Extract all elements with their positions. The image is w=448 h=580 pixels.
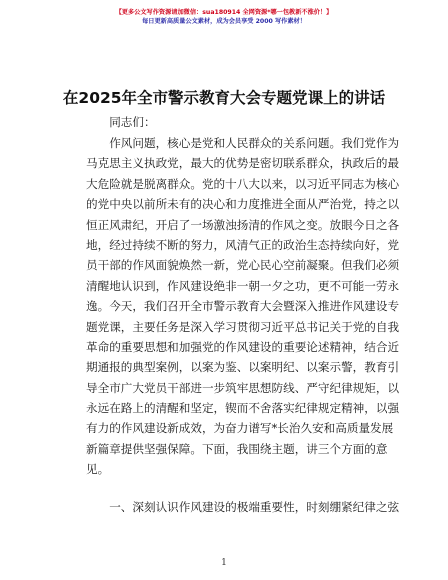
paragraph-line: 员干部的作风面貌焕然一新，党心民心空前凝聚。但我们必须 [86,258,400,273]
document-body [86,112,400,517]
section-heading: 一、深刻认识作风建设的极端重要性，时刻绷紧纪律之弦 [86,499,400,514]
paragraph-line: 大危险就是脱离群众。党的十八大以来，以习近平同志为核心 [86,176,400,191]
document-title: 在2025年全市警示教育大会专题党课上的讲话 [62,89,386,107]
paragraph-line: 恒正风肃纪，开启了一场激浊扬清的作风之变。放眼今日之各 [86,217,400,232]
paragraph-line: 题党课，主要任务是深入学习贯彻习近平总书记关于党的自我 [86,319,400,334]
main-paragraph [86,133,400,480]
paragraph-line: 作风问题，核心是党和人民群众的关系问题。我们党作为 [86,136,400,150]
paragraph-line: 导全市广大党员干部进一步筑牢思想防线、严守纪律规矩，以 [86,380,400,395]
paragraph-line: 马克思主义执政党，最大的优势是密切联系群众，执政后的最 [86,156,400,171]
paragraph-line: 清醒地认识到，作风建设绝非一朝一夕之功，更不可能一劳永 [86,278,400,293]
paragraph-line: 的党中央以前所未有的决心和力度推进全面从严治党，持之以 [86,197,400,212]
paragraph-line: 革命的重要思想和加强党的作风建设的重要论述精神，结合近 [86,339,400,354]
promo-banner [0,8,448,26]
paragraph-line: 期通报的典型案例，以案为鉴、以案明纪、以案示警，教育引 [86,360,400,375]
promo-line-2: 每日更新高质量公文素材，成为会员享受 2000 写作素材！ [142,18,306,25]
paragraph-line: 新篇章提供坚强保障。下面，我围绕主题，讲三个方面的意 [86,441,388,456]
promo-line-1: 【更多公文写作资源请加微信：sua180914 全网资源*哪一包教新不涨价！】 [115,9,333,16]
paragraph-line: 逸。今天，我们召开全市警示教育大会暨深入推进作风建设专 [86,299,400,314]
greeting: 同志们： [109,115,156,129]
paragraph-line: 有力的作风建设新成效，为奋力谱写*长治久安和高质量发展 [86,421,394,436]
paragraph-line: 永远在路上的清醒和坚定，锲而不舍落实纪律规定精神，以强 [86,401,400,416]
paragraph-line: 见。 [86,462,110,477]
page-number: 1 [221,558,227,568]
paragraph-line: 地，经过持续不断的努力，风清气正的政治生态持续向好，党 [86,237,400,252]
